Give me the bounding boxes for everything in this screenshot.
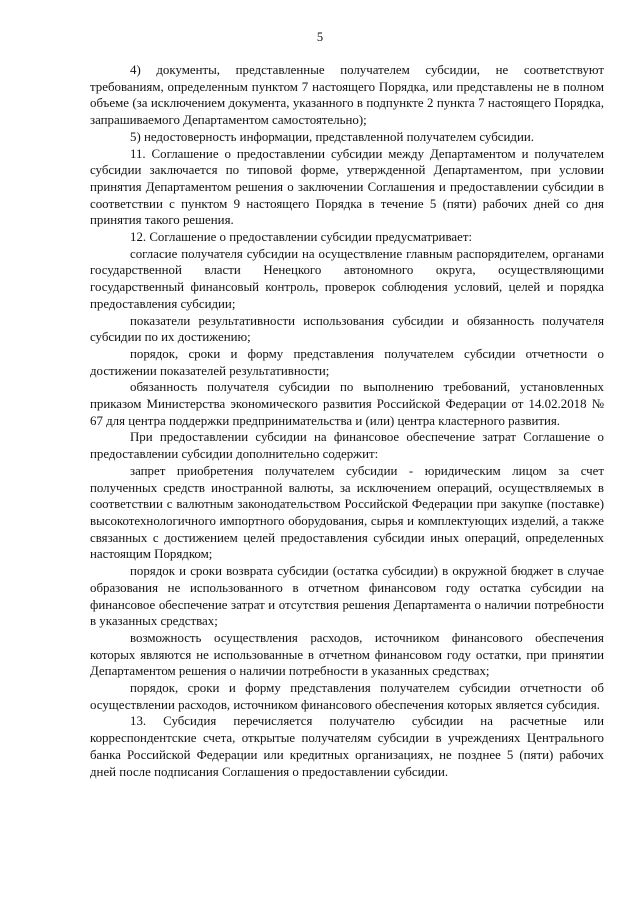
paragraph-clause-13: 13. Субсидия перечисляется получателю субсидии на расчетные или корреспондентские счета, открытые получателям субсидии в учреждениях Центрального банка Российской Федерации или кредитных организациях, не позднее 5 (пяти) рабочих дней после подписания Соглашения о предоставлении субсидии. bbox=[90, 714, 604, 779]
paragraph-expenses: возможность осуществления расходов, источником финансового обеспечения которых являются не использованные в отчетном финансовом году остатки, при принятии Департаментом решения о наличии потребности в указанных средствах; bbox=[90, 630, 604, 679]
paragraph-return: порядок и сроки возврата субсидии (остатка субсидии) в окружной бюджет в случае образования не использованного в отчетном финансовом году остатка субсидии на финансовое обеспечение затрат и отсутствия решения Департамента о наличии потребности в указанных средствах; bbox=[90, 564, 604, 629]
paragraph-indicators: показатели результативности использования субсидии и обязанность получателя субсидии по их достижению; bbox=[90, 313, 604, 345]
paragraph-clause-12: 12. Соглашение о предоставлении субсидии предусматривает: bbox=[130, 230, 473, 245]
page-number: 5 bbox=[316, 30, 324, 44]
paragraph-consent: согласие получателя субсидии на осуществление главным распорядителем, органами государственной власти Ненецкого автономного округа, осуществляющими государственный финансовый контроль, проверок соблюдения условий, целей и порядка предоставления субсидии; bbox=[90, 246, 604, 311]
paragraph-obligation: обязанность получателя субсидии по выполнению требований, установленных приказом Министерства экономического развития Российской Федерации от 14.02.2018 № 67 для центра поддержки предпринимательства и (или) центра кластерного развития. bbox=[90, 380, 604, 428]
paragraph-reporting: порядок, сроки и форму представления получателем субсидии отчетности о достижении показателей результативности; bbox=[90, 346, 604, 378]
paragraph-expense-reporting: порядок, сроки и форму представления получателем субсидии отчетности об осуществлении расходов, источником финансового обеспечения которых является субсидия. bbox=[90, 681, 604, 712]
paragraph-item-5: 5) недостоверность информации, представленной получателем субсидии. bbox=[130, 129, 534, 144]
paragraph-item-4: 4) документы, представленные получателем субсидии, не соответствуют требованиям, определенным пунктом 7 настоящего Порядка, или представлены не в полном объеме (за исключением документа, указанного в подпункте 2 пункта 7 настоящего Порядка, запрашиваемого Департаментом самостоятельно); bbox=[90, 63, 604, 128]
paragraph-additional: При предоставлении субсидии на финансовое обеспечение затрат Соглашение о предоставлении субсидии дополнительно содержит: bbox=[90, 430, 604, 462]
paragraph-clause-11: 11. Соглашение о предоставлении субсидии между Департаментом и получателем субсидии заключается по типовой форме, утвержденной Департаментом, при условии принятия Департаментом решения о заключении Соглашения и предоставлении субсидии в соответствии с пунктом 9 настоящего Порядка в течение 5 (пяти) рабочих дней со дня принятия такого решения. bbox=[90, 146, 604, 228]
paragraph-currency-ban: запрет приобретения получателем субсидии - юридическим лицом за счет полученных средств иностранной валюты, за исключением операций, осуществляемых в соответствии с валютным законодательством Российской Федерации при закупке (поставке) высокотехнологичного импортного оборудования, сырья и комплектующих изделий, а также связанных с достижением целей предоставления субсидии иных операций, определенных настоящим Порядком; bbox=[90, 463, 604, 562]
document-body bbox=[90, 62, 604, 780]
